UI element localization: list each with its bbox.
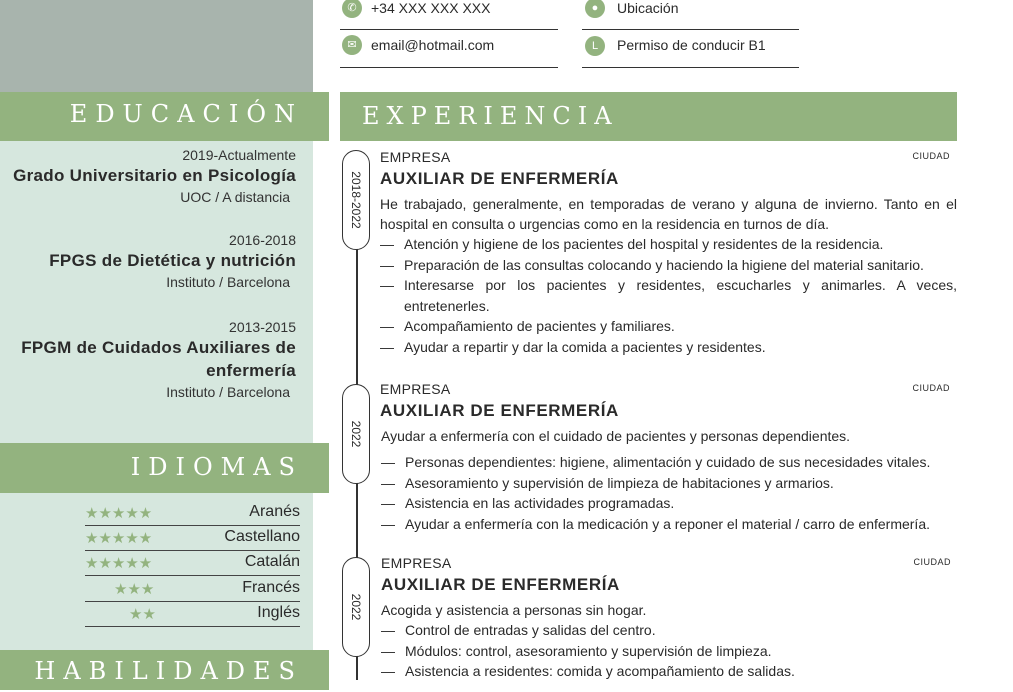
profile-photo [0, 0, 313, 92]
city-label: CIUDAD [913, 557, 951, 567]
location-text: Ubicación [617, 0, 679, 16]
list-item: — Preparación de las consultas colocando y haciendo la higiene del material sanitario. [380, 255, 957, 276]
city-label: CIUDAD [912, 151, 950, 161]
license-icon: L [585, 36, 605, 56]
job-title: AUXILIAR DE ENFERMERÍA [380, 169, 619, 188]
rating-stars: ★★★★★ [85, 505, 153, 522]
education-title: Grado Universitario en Psicología [13, 166, 296, 185]
job-title: AUXILIAR DE ENFERMERÍA [380, 401, 619, 420]
list-item: — Módulos: control, asesoramiento y supervisión de limpieza. [381, 641, 951, 662]
rating-stars: ★★★★★ [85, 530, 153, 547]
job-bullets [380, 234, 957, 358]
contact-email [340, 29, 558, 68]
period-badge [342, 557, 370, 657]
job-entry [380, 149, 957, 358]
contact-license [582, 29, 799, 68]
period-badge [342, 384, 370, 484]
company-name: EMPRESA [381, 555, 452, 571]
job-bullets [380, 452, 958, 534]
language-row [85, 601, 300, 627]
education-date: 2016-2018 [229, 232, 296, 248]
list-item: — Interesarse por los pacientes y residentes, escucharles y animarles. A veces, entretenerles. [380, 275, 957, 316]
list-item: — Personas dependientes: higiene, alimentación y cuidado de sus necesidades vitales. [381, 452, 958, 473]
period-text: 2022 [349, 420, 363, 448]
period-text: 2022 [349, 593, 363, 621]
skills-heading: HABILIDADES [0, 650, 329, 690]
education-item [0, 147, 310, 205]
list-item: — Asistencia a residentes: comida y acompañamiento de salidas. [381, 661, 951, 682]
education-date: 2013-2015 [229, 319, 296, 335]
list-item: — Asesoramiento y supervisión de limpieza de habitaciones y armarios. [381, 473, 958, 494]
phone-text: +34 XXX XXX XXX [371, 0, 491, 16]
job-title: AUXILIAR DE ENFERMERÍA [381, 575, 620, 594]
language-name: Aranés [249, 503, 300, 520]
list-item: — Ayudar a enfermería con la medicación y a reponer el material / carro de enfermería. [381, 514, 958, 535]
education-title: FPGS de Dietética y nutrición [49, 251, 296, 270]
period-badge [342, 150, 370, 250]
language-name: Francés [242, 579, 300, 596]
job-entry [381, 555, 951, 682]
rating-stars: ★★★ [114, 581, 155, 598]
list-item: — Control de entradas y salidas del centro. [381, 620, 951, 641]
rating-stars: ★★ [129, 606, 156, 623]
education-place: Instituto / Barcelona [166, 274, 290, 290]
job-description: Acogida y asistencia a personas sin hogar. [381, 602, 647, 618]
location-pin-icon: ● [585, 0, 605, 18]
language-name: Catalán [244, 553, 300, 570]
job-entry [380, 381, 958, 534]
education-item [0, 232, 310, 290]
education-place: UOC / A distancia [180, 189, 290, 205]
job-description: Ayudar a enfermería con el cuidado de pacientes y personas dependientes. [381, 428, 851, 444]
languages-heading: IDIOMAS [0, 443, 329, 493]
email-icon: ✉ [342, 35, 362, 55]
rating-stars: ★★★★★ [85, 555, 153, 572]
list-item: — Asistencia en las actividades programadas. [381, 493, 958, 514]
phone-icon: ✆ [342, 0, 362, 18]
education-heading: EDUCACIÓN [0, 92, 329, 141]
language-row [85, 525, 300, 551]
language-name: Inglés [257, 604, 300, 621]
language-row [85, 550, 300, 576]
education-item [0, 319, 310, 400]
email-text: email@hotmail.com [371, 37, 495, 53]
education-place: Instituto / Barcelona [166, 384, 290, 400]
license-text: Permiso de conducir B1 [617, 37, 766, 53]
contact-phone [340, 0, 558, 30]
list-item: — Ayudar a repartir y dar la comida a pacientes y residentes. [380, 337, 957, 358]
education-date: 2019-Actualmente [182, 147, 296, 163]
education-title: FPGM de Cuidados Auxiliares de enfermería [21, 338, 296, 380]
experience-heading: EXPERIENCIA [340, 92, 957, 141]
language-row [85, 500, 300, 526]
company-name: EMPRESA [380, 381, 451, 397]
job-bullets [381, 620, 951, 682]
language-row [85, 576, 300, 602]
company-name: EMPRESA [380, 149, 451, 165]
contact-location [582, 0, 799, 30]
city-label: CIUDAD [912, 383, 950, 393]
period-text: 2018-2022 [349, 171, 363, 229]
language-name: Castellano [224, 528, 300, 545]
list-item: — Acompañamiento de pacientes y familiares. [380, 316, 957, 337]
job-description: He trabajado, generalmente, en temporadas de verano y alguna de invierno. Tanto en el hospital en consulta o urgencias como en la residencia en turnos de día. [380, 196, 957, 232]
list-item: — Atención y higiene de los pacientes del hospital y residentes de la residencia. [380, 234, 957, 255]
